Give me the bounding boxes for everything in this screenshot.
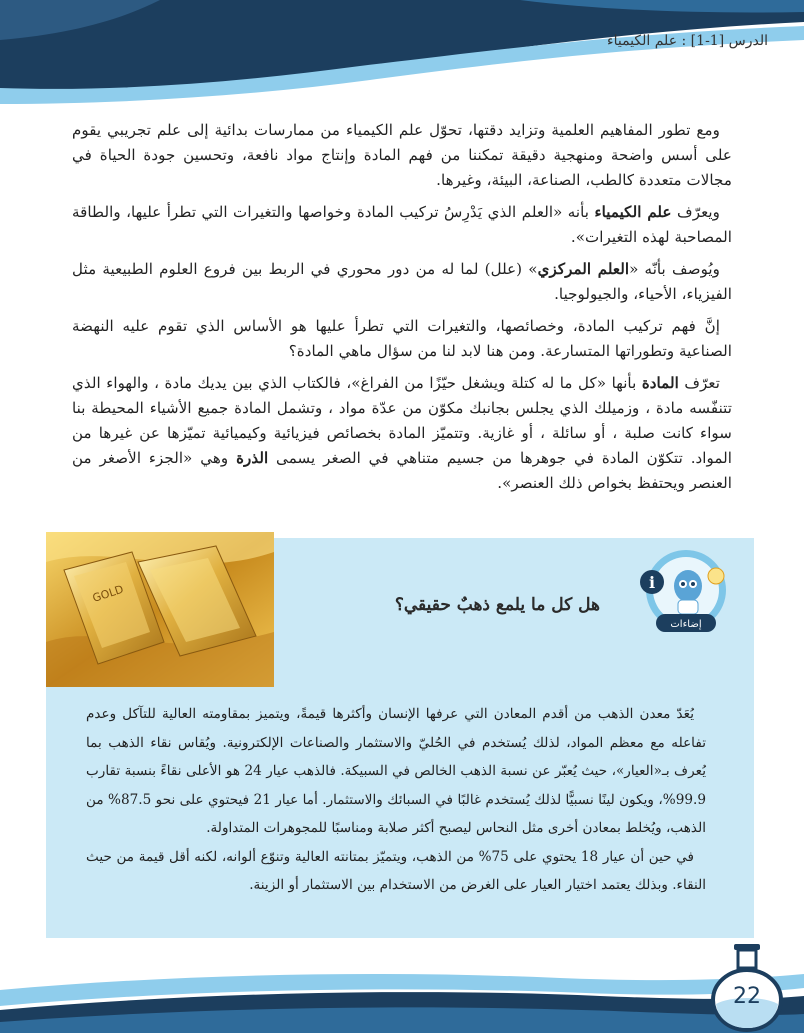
p3-prefix: ويُوصف بأنّه « <box>629 260 720 278</box>
gold-bar-text: GOLD <box>90 582 126 605</box>
badge-label: إضاءات <box>670 619 702 630</box>
p2-prefix: ويعرّف <box>671 203 720 221</box>
info-paragraph-2: في حين أن عيار 18 يحتوي على 75% من الذهب، ويتميّز بمتانته العالية وتنوّع ألوانه، لكنه أقل قيمة من حيث النقاء. وبذلك يعتمد اختيار العيار على الغرض من الاستخدام بين الاستثمار أو الزينة. <box>86 848 706 893</box>
p5-rest: وهي «الجزء الأصغر من العنصر ويحتفظ بخواص ذلك العنصر». <box>72 449 732 492</box>
p5-prefix: تعرّف <box>678 374 720 392</box>
term-matter: المادة <box>641 374 679 392</box>
p5-mid: بأنها «كل ما له كتلة ويشغل حيّزًا من الفراغ»، فالكتاب الذي بين يديك مادة ، والهواء الذي تتنفّسه مادة ، وزميلك الذي يجلس بجانبك مكوّن من عدّة مواد ، وتشمل المادة جميع الأشياء المحيطة بنا سواء كانت صلبة ، أو سائلة ، أو غازية. وتتميّز المادة بخصائص فيزيائية وكيميائية تميّزها عن غيرها من المواد. تتكوّن المادة في جوهرها من جسيم متناهي في الصغر يسمى <box>72 374 732 467</box>
main-text <box>72 118 732 503</box>
info-box-text <box>86 700 706 900</box>
p3-rest: » (علل) لما له من دور محوري في الربط بين فروع العلوم الطبيعية مثل الفيزياء، الأحياء، والجيولوجيا. <box>72 260 732 303</box>
paragraph-3 <box>72 257 732 307</box>
term-central-science: العلم المركزي <box>537 260 630 278</box>
paragraph-5 <box>72 371 732 496</box>
insights-badge-icon <box>618 546 740 638</box>
footer-wave-decoration <box>0 930 804 1033</box>
paragraph-2 <box>72 200 732 250</box>
info-box-title: هل كل ما يلمع ذهبٌ حقيقي؟ <box>394 595 600 615</box>
term-atom: الذرة <box>236 449 269 467</box>
gold-bars-image <box>46 532 274 687</box>
lesson-label: الدرس [1-1] : علم الكيمياء <box>607 33 768 49</box>
page-number: 22 <box>733 984 761 1009</box>
header-wave-decoration <box>0 0 804 110</box>
svg-text:i: i <box>648 573 656 592</box>
term-chemistry: علم الكيمياء <box>594 203 672 221</box>
p2-rest: بأنه «العلم الذي يَدْرِسُ تركيب المادة وخواصها والتغيرات التي تطرأ عليها، والطاقة المصاحبة لهذه التغيرات». <box>72 203 732 246</box>
paragraph-4: إنَّ فهم تركيب المادة، وخصائصها، والتغيرات التي تطرأ عليها هو الأساس الذي تقوم عليه النهضة الصناعية وتطوراتها المتسارعة. ومن هنا لابد لنا من سؤال ماهي المادة؟ <box>72 317 732 360</box>
paragraph-1: ومع تطور المفاهيم العلمية وتزايد دقتها، تحوّل علم الكيمياء من ممارسات بدائية إلى علم تجريبي يقوم على أسس واضحة ومنهجية دقيقة تمكننا من فهم المادة وإنتاج مواد نافعة، وتحسين جودة الحياة في مجالات متعددة كالطب، الصناعة، البيئة، وغيرها. <box>72 121 732 189</box>
info-paragraph-1: يُعَدّ معدن الذهب من أقدم المعادن التي عرفها الإنسان وأكثرها قيمةً، ويتميز بمقاومته العالية للتآكل وعدم تفاعله مع معظم المواد، لذلك يُستخدم في الحُليّ والاستثمار والصناعات الإلكترونية. ويُقاس نقاء الذهب بما يُعرف بـ«العيار»، حيث يُعبّر عن نسبة الذهب الخالص في السبيكة. فالذهب عيار 24 هو الأعلى نقاءً بنسبة تقارب 99.9%، ويكون لينًا نسبيًّا لذلك يُستخدم غالبًا في السبائك والاستثمار. أما عيار 21 فيحتوي على نحو 87.5% من الذهب، ويُخلط بمعادن أخرى مثل النحاس ليصبح أكثر صلابة ومناسبًا للمجوهرات المتداولة. <box>86 706 706 836</box>
